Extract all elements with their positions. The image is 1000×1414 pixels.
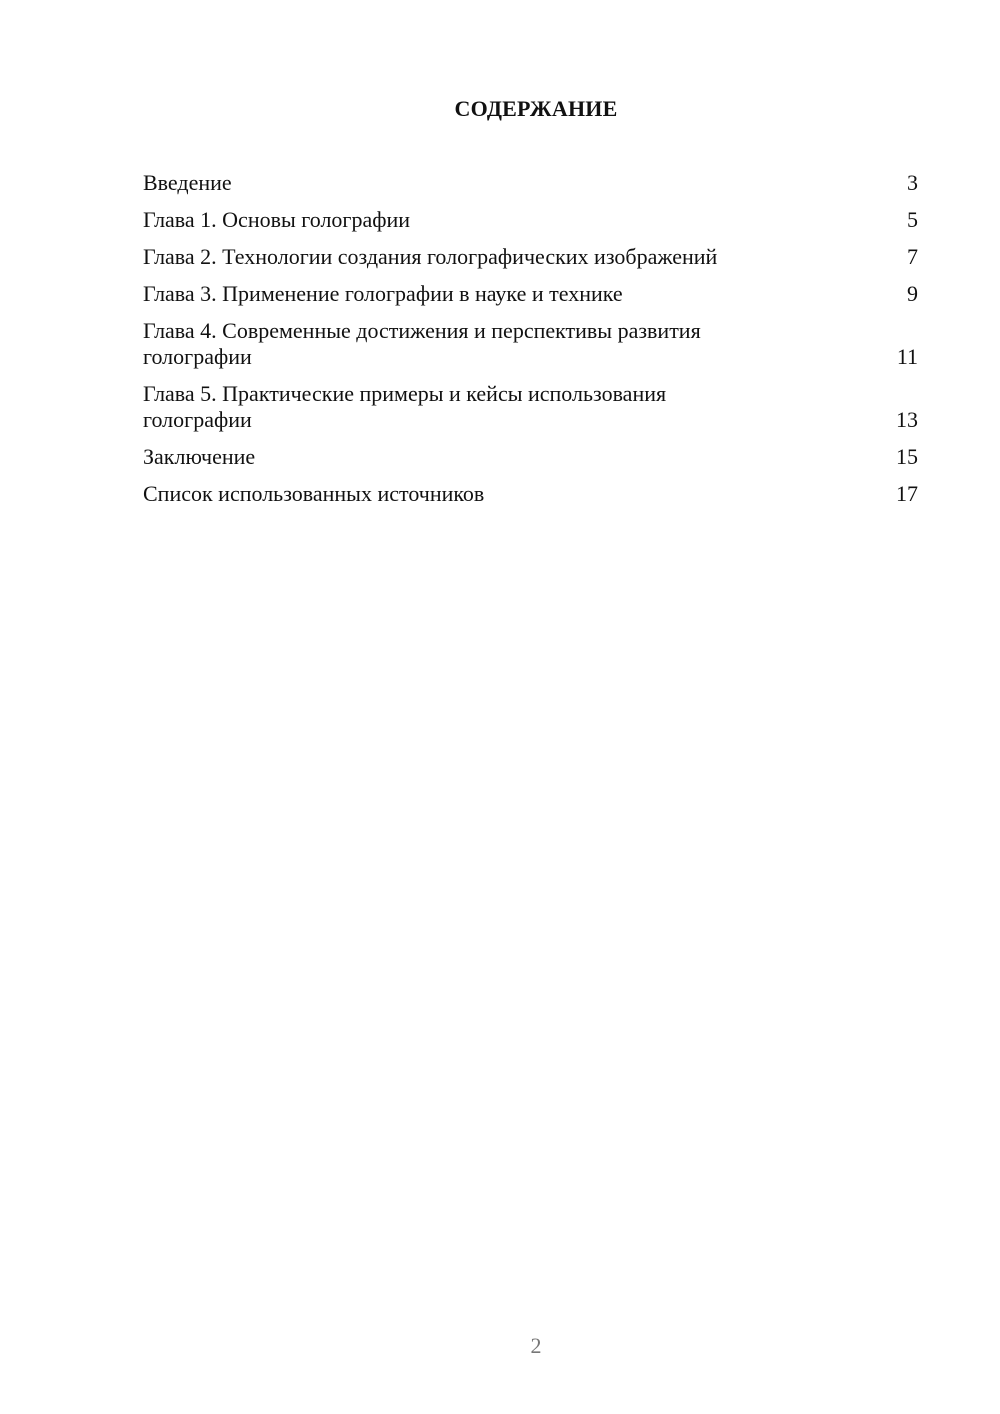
toc-entry-page: 11 — [896, 344, 918, 369]
toc-entry-chapter-2[interactable] — [143, 244, 918, 270]
toc-title: СОДЕРЖАНИЕ — [454, 96, 618, 121]
toc-entry-page: 3 — [907, 170, 918, 195]
toc-entry-chapter-5[interactable] — [143, 381, 918, 433]
toc-entry-page: 17 — [896, 481, 918, 506]
toc-entry-chapter-3[interactable] — [143, 281, 918, 307]
toc-entry-references[interactable] — [143, 481, 918, 507]
toc-entry-label: Глава 5. Практические примеры и кейсы использования голографии — [143, 381, 667, 432]
toc-entry-page: 15 — [896, 444, 918, 469]
toc-entry-chapter-4[interactable] — [143, 318, 918, 370]
toc-entry-page: 7 — [907, 244, 918, 269]
page-number: 2 — [530, 1333, 542, 1358]
toc-entry-label: Введение — [143, 170, 232, 195]
toc-entry-introduction[interactable] — [143, 170, 918, 196]
toc-entry-page: 5 — [907, 207, 918, 232]
toc-entry-label: Заключение — [143, 444, 256, 469]
toc-entry-conclusion[interactable] — [143, 444, 918, 470]
toc-entry-label: Список использованных источников — [143, 481, 485, 506]
toc-entry-label: Глава 2. Технологии создания голографических изображений — [143, 244, 718, 269]
toc-entry-label: Глава 3. Применение голографии в науке и технике — [143, 281, 623, 306]
toc-entry-label: Глава 1. Основы голографии — [143, 207, 411, 232]
toc-entry-label: Глава 4. Современные достижения и перспективы развития голографии — [143, 318, 701, 369]
toc-entry-page: 9 — [907, 281, 918, 306]
toc-entry-page: 13 — [896, 407, 918, 432]
toc-entry-chapter-1[interactable] — [143, 207, 918, 233]
table-of-contents — [143, 170, 918, 518]
